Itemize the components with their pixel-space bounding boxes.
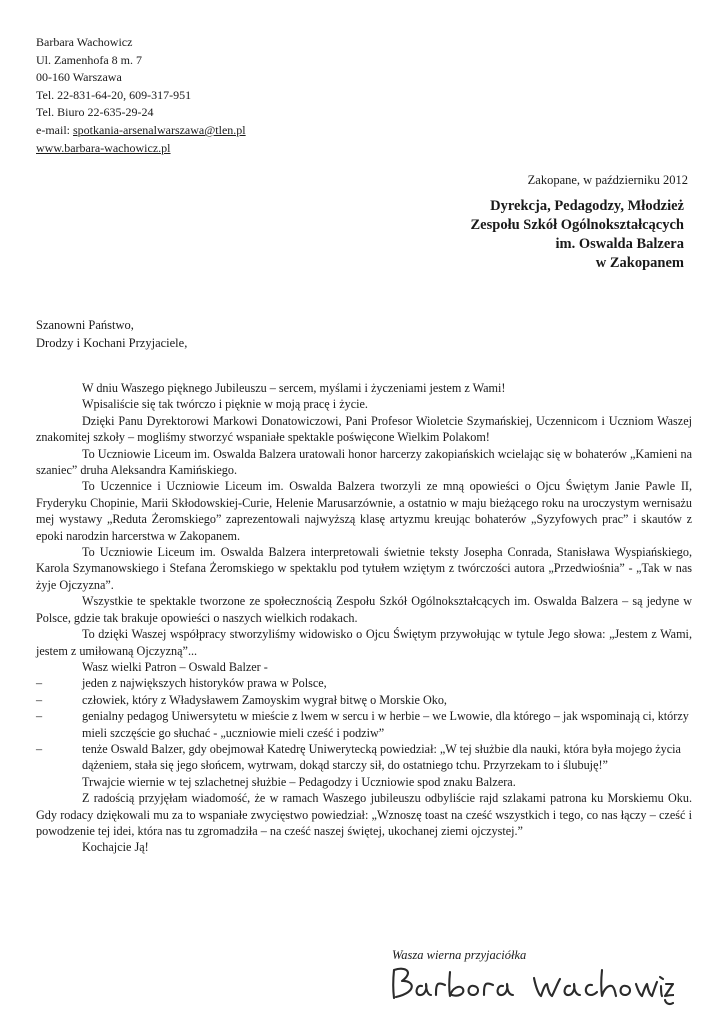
sender-phone: Tel. 22-831-64-20, 609-317-951 xyxy=(36,87,192,102)
list-dash: – xyxy=(36,709,43,724)
body-paragraph: Dzięki Panu Dyrektorowi Markowi Donatowiczowi, Pani Profesor Wioletcie Szymańskiej, Uczennicom i Uczniom Waszej znakomitej szkoły – mogliśmy stworzyć wspaniałe spektakle poświęcone Wielkim Polakom! xyxy=(36,413,692,445)
list-item-text: jeden z największych historyków prawa w Polsce, xyxy=(82,676,327,691)
sender-block xyxy=(36,34,246,157)
dateline: Zakopane, w październiku 2012 xyxy=(527,173,688,187)
list-item-text: człowiek, który z Władysławem Zamoyskim wygrał bitwę o Morskie Oko, xyxy=(82,692,447,707)
body-paragraph: Wszystkie te spektakle tworzone ze społecznością Zespołu Szkół Ogólnokształcących im. Oswalda Balzera – są jedyne w Polsce, gdzie tak brakuje opowieści o naszych wielkich rodakach. xyxy=(36,594,692,625)
body-paragraph: To dzięki Waszej współpracy stworzyliśmy widowisko o Ojcu Świętym przywołując w tytule Jego słowa: „Jestem z Wami, jestem z umiłowaną Ojczyzną”... xyxy=(36,627,692,658)
list-item xyxy=(36,741,692,774)
body-paragraph: Z radością przyjęłam wiadomość, że w ramach Waszego jubileuszu odbyliście rajd szlakami patrona ku Morskiemu Oku. Gdy rodacy dziękowali mu za to wspaniałe zwycięstwo powiedział: „Wznoszę toast na cześć wszystkich i tego, co nas łączy – cześć i powodzenie tej idei, która nas tu zgromadziła – na cześć naszej świętej, ukochanej ziemi ojczystej.” xyxy=(36,791,692,838)
sender-city: 00-160 Warszawa xyxy=(36,70,122,85)
list-dash: – xyxy=(36,676,43,691)
sender-email-link[interactable]: spotkania-arsenalwarszawa@tlen.pl xyxy=(72,122,246,137)
letter-body xyxy=(36,380,692,856)
sender-office-phone: Tel. Biuro 22-635-29-24 xyxy=(36,105,154,120)
list-item xyxy=(36,675,692,691)
sender-street: Ul. Zamenhofa 8 m. 7 xyxy=(36,52,142,67)
closing-exclamation: Kochajcie Ją! xyxy=(82,840,149,855)
handwritten-signature xyxy=(384,962,674,1006)
signoff: Wasza wierna przyjaciółka xyxy=(392,948,527,962)
body-paragraph: Wpisaliście się tak twórczo i pięknie w moją pracę i życie. xyxy=(82,397,368,412)
body-paragraph: To Uczennice i Uczniowie Liceum im. Oswalda Balzera tworzyli ze mną opowieści o Ojcu Świętym Janie Pawle II, Fryderyku Chopinie, Marii Skłodowskiej-Curie, Helenie Marusarzównie, a ostatnio w maju bieżącego roku na uroczystym wernisażu mej wystawy „Reduta Żeromskiego” zaprezentowali najwyższą klasę artyzmu kreując bohaterów „Syzyfowych prac” i skautów z epoki narodzin harcerstwa w Zakopanem. xyxy=(36,479,692,543)
list-item xyxy=(36,692,692,708)
recipient-line: im. Oswalda Balzera xyxy=(555,236,684,252)
salutation-line: Szanowni Państwo, xyxy=(36,318,134,332)
sender-name: Barbara Wachowicz xyxy=(36,35,133,49)
salutation-line: Drodzy i Kochani Przyjaciele, xyxy=(36,336,188,350)
sender-email-line xyxy=(36,122,246,140)
recipient-line: w Zakopanem xyxy=(595,255,684,271)
recipient-line: Dyrekcja, Pedagodzy, Młodzież xyxy=(490,198,684,214)
list-item-text: tenże Oswald Balzer, gdy obejmował Katedrę Uniwerytecką powiedział: „W tej służbie dla nauki, która była mojego życia dążeniem, stała się jego słońcem, wytrwam, dokąd starczy sił, do ostatniego tchu. Przyrzekam to i ślubuję!” xyxy=(82,741,681,773)
body-paragraph: Trwajcie wiernie w tej szlachetnej służbie – Pedagodzy i Uczniowie spod znaku Balzera. xyxy=(82,774,516,789)
list-dash: – xyxy=(36,741,43,756)
salutation xyxy=(36,316,187,352)
list-dash: – xyxy=(36,692,43,707)
body-paragraph: Wasz wielki Patron – Oswald Balzer - xyxy=(82,659,268,674)
patron-list xyxy=(36,675,692,773)
list-item xyxy=(36,708,692,741)
body-paragraph: To Uczniowie Liceum im. Oswalda Balzera interpretowali świetnie teksty Josepha Conrada, Stanisława Wyspiańskiego, Karola Szymanowskiego i Stefana Żeromskiego w spektaklu pod tytułem wziętym z twórczości autora „Przedwiośnia” - „Tak w nas żyje Ojczyzna”. xyxy=(36,545,692,592)
recipient-block xyxy=(471,197,685,273)
body-paragraph: W dniu Waszego pięknego Jubileuszu – sercem, myślami i życzeniami jestem z Wami! xyxy=(82,381,506,395)
sender-email-label: e-mail: xyxy=(36,122,73,137)
list-item-text: genialny pedagog Uniwersytetu w mieście z lwem w sercu i w herbie – we Lwowie, dla którego – jak wspominają ci, którzy mieli szczęście go słuchać - „uczniowie mieli cześć i podziw” xyxy=(82,709,689,740)
body-paragraph: To Uczniowie Liceum im. Oswalda Balzera uratowali honor harcerzy zakopiańskich wcielając się w bohaterów „Kamieni na szaniec” druha Aleksandra Kamińskiego. xyxy=(36,446,692,478)
recipient-line: Zespołu Szkół Ogólnokształcących xyxy=(470,217,684,233)
sender-website-link[interactable]: www.barbara-wachowicz.pl xyxy=(36,140,171,155)
